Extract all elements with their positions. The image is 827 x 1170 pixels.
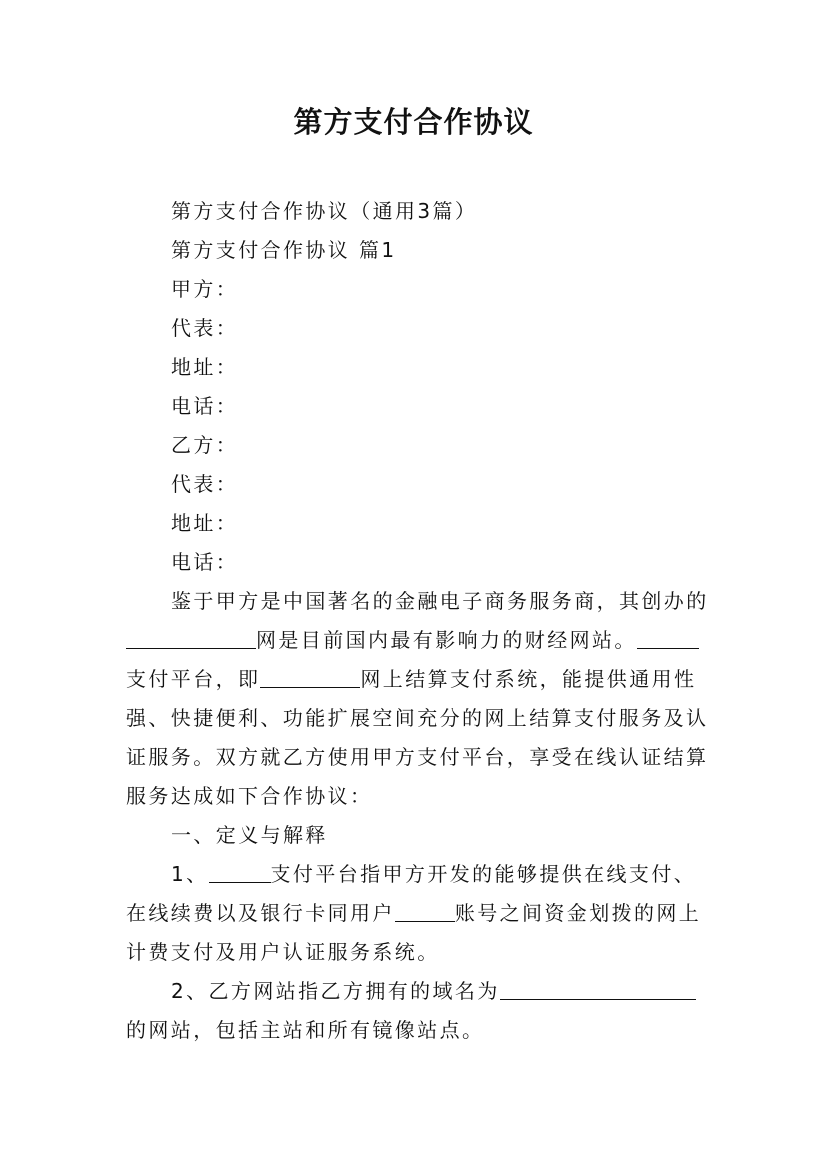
address-a-label: 地址： [171, 355, 239, 379]
representative-b-label: 代表： [171, 472, 239, 496]
preamble-line-6: 服务达成如下合作协议： [126, 784, 373, 808]
item-1-number: 1、 [171, 862, 209, 886]
preamble-line-2-text: 网是目前国内最有影响力的财经网站。 [256, 628, 637, 652]
preamble-line-2 [126, 626, 706, 654]
subtitle: 第方支付合作协议（通用3篇） [171, 199, 478, 223]
document-title: 第方支付合作协议 [293, 105, 534, 139]
fill-in-blank [500, 979, 696, 1000]
item-1-text-b2: 账号之间资金划拨的网上 [454, 901, 702, 925]
representative-a-label: 代表： [171, 316, 239, 340]
item-2-line-2: 的网站，包括主站和所有镜像站点。 [126, 1018, 485, 1042]
item-1-text-b1: 在线续费以及银行卡同用户 [126, 901, 395, 925]
preamble-line-4: 强、快捷便利、功能扩展空间充分的网上结算支付服务及认 [126, 706, 709, 730]
preamble-line-5: 证服务。双方就乙方使用甲方支付平台，享受在线认证结算 [126, 745, 709, 769]
party-a-label: 甲方： [171, 277, 239, 301]
part-heading: 第方支付合作协议 篇1 [171, 238, 397, 262]
address-b-label: 地址： [171, 511, 239, 535]
section-heading: 一、定义与解释 [171, 823, 328, 847]
fill-in-blank [395, 901, 455, 922]
item-1-line-3: 计费支付及用户认证服务系统。 [126, 940, 440, 964]
item-2-text-a: 2、乙方网站指乙方拥有的域名为 [171, 979, 500, 1003]
item-1-text-a: 支付平台指甲方开发的能够提供在线支付、 [270, 862, 697, 886]
fill-in-blank [637, 628, 699, 649]
preamble-line-1: 鉴于甲方是中国著名的金融电子商务服务商，其创办的 [171, 589, 709, 613]
preamble-line-3 [126, 665, 706, 693]
phone-b-label: 电话： [171, 550, 239, 574]
preamble-line-3-text-a: 支付平台，即 [126, 667, 261, 691]
fill-in-blank [209, 862, 271, 883]
party-b-label: 乙方： [171, 433, 239, 457]
fill-in-blank [260, 667, 360, 688]
item-1-line-2 [126, 899, 706, 927]
item-2-line-1 [171, 977, 706, 1005]
phone-a-label: 电话： [171, 394, 239, 418]
fill-in-blank [126, 628, 256, 649]
preamble-line-3-text-b: 网上结算支付系统，能提供通用性 [360, 667, 697, 691]
item-1-line-1 [171, 860, 706, 888]
